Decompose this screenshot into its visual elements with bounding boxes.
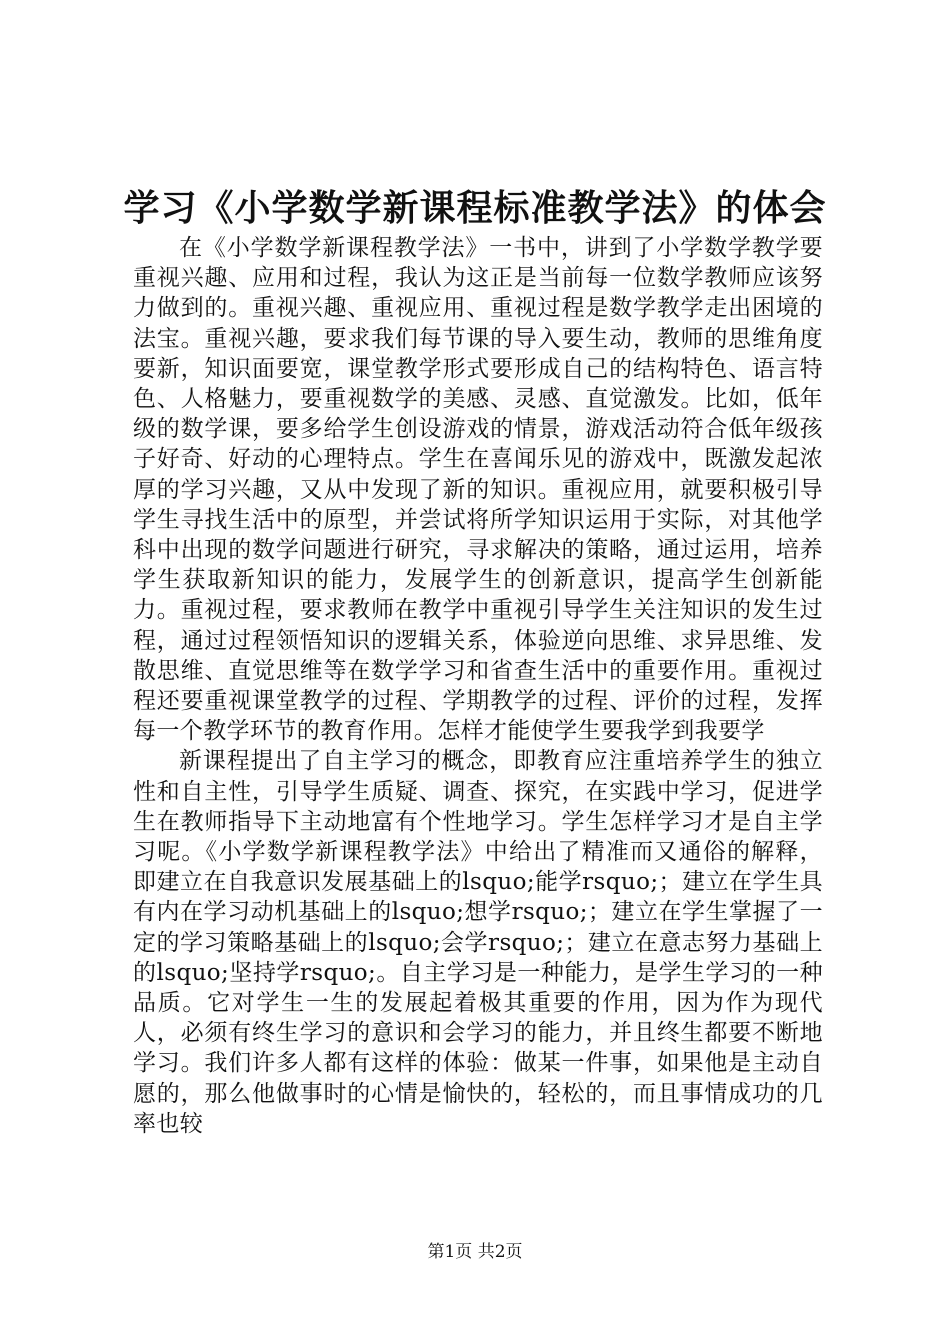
paragraph-1: 在《小学数学新课程教学法》一书中，讲到了小学数学教学要重视兴趣、应用和过程，我认为这正是当前每一位数学教师应该努力做到的。重视兴趣、重视应用、重视过程是数学教学走出困境的法宝。重视兴趣，要求我们每节课的导入要生动，教师的思维角度要新，知识面要宽，课堂教学形式要形成自己的结构特色、语言特色、人格魅力，要重视数学的美感、灵感、直觉激发。比如，低年级的数学课，要多给学生创设游戏的情景，游戏活动符合低年级孩子好奇、好动的心理特点。学生在喜闻乐见的游戏中，既激发起浓厚的学习兴趣，又从中发现了新的知识。重视应用，就要积极引导学生寻找生活中的原型，并尝试将所学知识运用于实际，对其他学科中出现的数学问题进行研究，寻求解决的策略，通过运用，培养学生获取新知识的能力，发展学生的创新意识，提高学生创新能力。重视过程，要求教师在教学中重视引导学生关注知识的发生过程，通过过程领悟知识的逻辑关系，体验逆向思维、求异思维、发散思维、直觉思维等在数学学习和省查生活中的重要作用。重视过程还要重视课堂教学的过程、学期教学的过程、评价的过程，发挥每一个教学环节的教育作用。怎样才能使学生要我学到我要学 bbox=[133, 235, 823, 745]
document-title: 学习《小学数学新课程标准教学法》的体会 bbox=[123, 187, 827, 229]
paragraph-2: 新课程提出了自主学习的概念，即教育应注重培养学生的独立性和自主性，引导学生质疑、调查、探究，在实践中学习，促进学生在教师指导下主动地富有个性地学习。学生怎样学习才是自主学习呢。《小学数学新课程教学法》中给出了精准而又通俗的解释，即建立在自我意识发展基础上的lsquo;能学rsquo;；建立在学生具有内在学习动机基础上的lsquo;想学rsquo;；建立在学生掌握了一定的学习策略基础上的lsquo;会学rsquo;；建立在意志努力基础上的lsquo;坚持学rsquo;。自主学习是一种能力，是学生学习的一种品质。它对学生一生的发展起着极其重要的作用，因为作为现代人，必须有终生学习的意识和会学习的能力，并且终生都要不断地学习。我们许多人都有这样的体验：做某一件事，如果他是主动自愿的，那么他做事时的心情是愉快的，轻松的，而且事情成功的几率也较 bbox=[133, 748, 823, 1137]
page-footer: 第1页 共2页 bbox=[427, 1242, 523, 1262]
document-body bbox=[133, 233, 823, 1139]
